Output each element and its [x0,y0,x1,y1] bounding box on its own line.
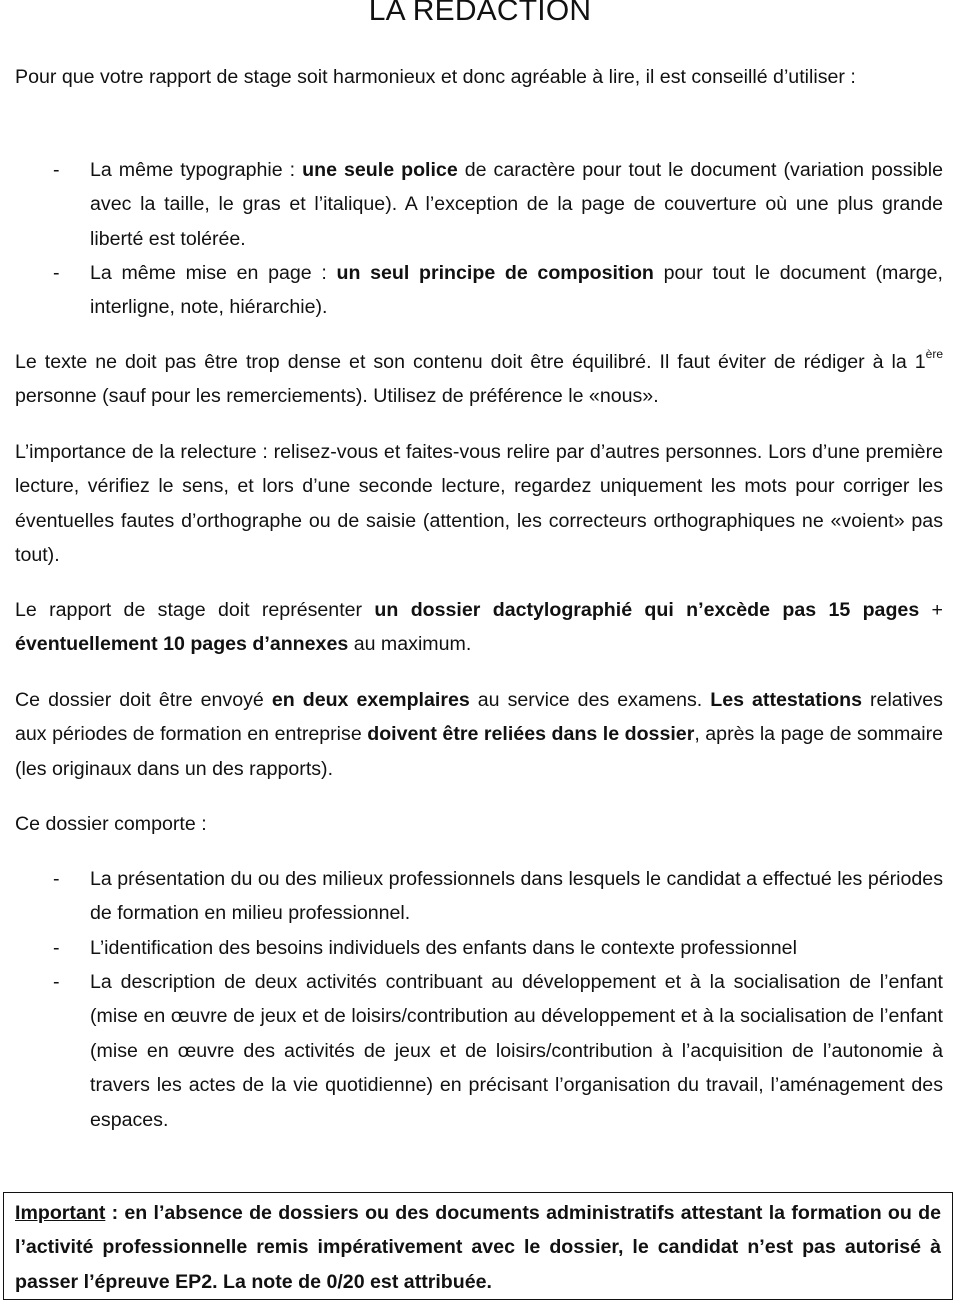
paragraph-rapport: Le rapport de stage doit représenter un dossier dactylographié qui n’excède pas 15 pages + éventuellement 10 pages d’annexes au maximum. [15,599,943,656]
paragraph-texte: Le texte ne doit pas être trop dense et son contenu doit être équilibré. Il faut éviter de rédiger à la 1ère personne (sauf pour les remerciements). Utilisez de préférence le «nous». [15,347,943,408]
intro-paragraph: Pour que votre rapport de stage soit harmonieux et donc agréable à lire, il est conseillé d’utiliser : [15,66,856,88]
list-dash: - [53,262,60,284]
list-item-presentation [15,862,943,931]
important-notice-text: Important : en l’absence de dossiers ou des documents administratifs attestant la formation ou de l’activité professionnelle remis impérativement avec le dossier, le candidat n’est pas autorisé à passer l’épreuve EP2. La note de 0/20 est attribuée. [15,1202,941,1293]
list-item-text: L’identification des besoins individuels des enfants dans le contexte professionnel [90,937,797,959]
list-dash: - [53,159,60,181]
paragraph-envoi: Ce dossier doit être envoyé en deux exemplaires au service des examens. Les attestations relatives aux périodes de formation en entreprise doivent être reliées dans le dossier, après la page de sommaire (les originaux dans un des rapports). [15,689,944,780]
list-item-mise-en-page [15,256,943,325]
page-title: LA REDACTION [368,0,592,27]
important-label: Important [15,1202,106,1224]
important-notice-box [3,1192,953,1300]
list-item-text: La description de deux activités contribuant au développement et à la socialisation de l’enfant (mise en œuvre de jeux et de loisirs/contribution au développement et à la socialisation de l’enfant (mise en œuvre des activités de jeux et de loisirs/contribution à l’acquisition de l’autonomie à travers les actes de la vie quotidienne) en précisant l’organisation du travail, l’aménagement des espaces. [90,971,943,1131]
list-item-text: La même mise en page : un seul principe de composition pour tout le document (marge, interligne, note, hiérarchie). [90,262,943,319]
list-dash: - [53,971,60,993]
list-item-text: La présentation du ou des milieux professionnels dans lesquels le candidat a effectué les périodes de formation en milieu professionnel. [90,868,943,925]
comporte-label: Ce dossier comporte : [15,813,207,835]
paragraph-relecture: L’importance de la relecture : relisez-vous et faites-vous relire par d’autres personnes. Lors d’une première lecture, vérifiez le sens, et lors d’une seconde lecture, regardez uniquement les mots pour corriger les éventuelles fautes d’orthographe ou de saisie (attention, les correcteurs orthographiques ne «voient» pas tout). [15,441,943,567]
list-item-description [15,965,943,1137]
list-dash: - [53,937,60,959]
list-item-typographie [15,153,943,256]
list-item-text: La même typographie : une seule police de caractère pour tout le document (variation possible avec la taille, le gras et l’italique). A l’exception de la page de couverture où une plus grande liberté est tolérée. [90,159,943,250]
list-item-identification [15,931,943,965]
list-dash: - [53,868,60,890]
